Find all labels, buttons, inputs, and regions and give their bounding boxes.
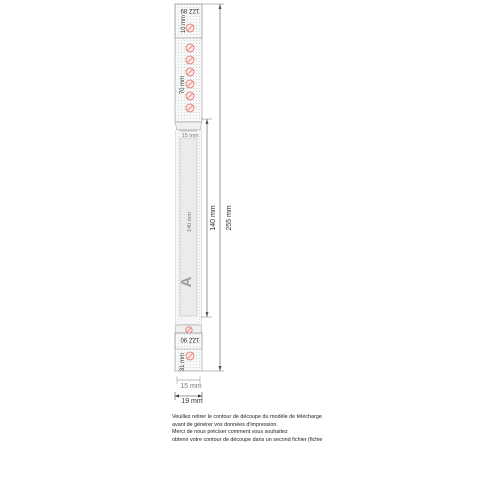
snap-marker-icon [186,352,194,360]
field-letter: A [178,276,195,288]
bottom-height-label: 31 mm [180,352,186,372]
connector-height-label: 70 mm [180,75,186,95]
top-code-label: 1ZZ 89 [180,7,200,13]
right-texture-border [198,130,201,325]
outer-width-label: 19 mm [181,398,203,405]
snap-marker-icon [186,327,192,333]
snap-marker-icon [186,56,194,64]
cut-contour-note [172,414,372,444]
note-line: avant de générer vos données d'impression. [172,421,278,428]
bottom-code-label: 1ZZ 90 [180,336,200,342]
field-width-label: 15 mm [181,133,199,139]
field-height-dimension-label: 140 mm [210,205,217,231]
snap-marker-icon [186,104,194,112]
total-height-dimension [202,4,224,371]
field-height-label: 140 mm [187,212,193,232]
note-line: Veuillez retirer le contour de découpe du modèle de télécharge [172,414,322,420]
inner-width-label: 15 mm [180,383,202,390]
snap-marker-icon [186,68,194,76]
note-line: Merci de nous préciser comment vous souhaitez [172,429,288,435]
left-texture-border [176,130,179,325]
strip-neck [175,122,202,130]
total-height-label: 255 mm [226,205,233,231]
note-line: obtenir votre contour de découpe dans un second fichier (fichie [172,436,323,443]
snap-marker-icon [186,92,194,100]
snap-marker-icon [186,44,194,52]
snap-marker-icon [186,80,194,88]
snap-marker-icon [186,24,194,32]
top-height-label: 10 mm [181,14,187,34]
